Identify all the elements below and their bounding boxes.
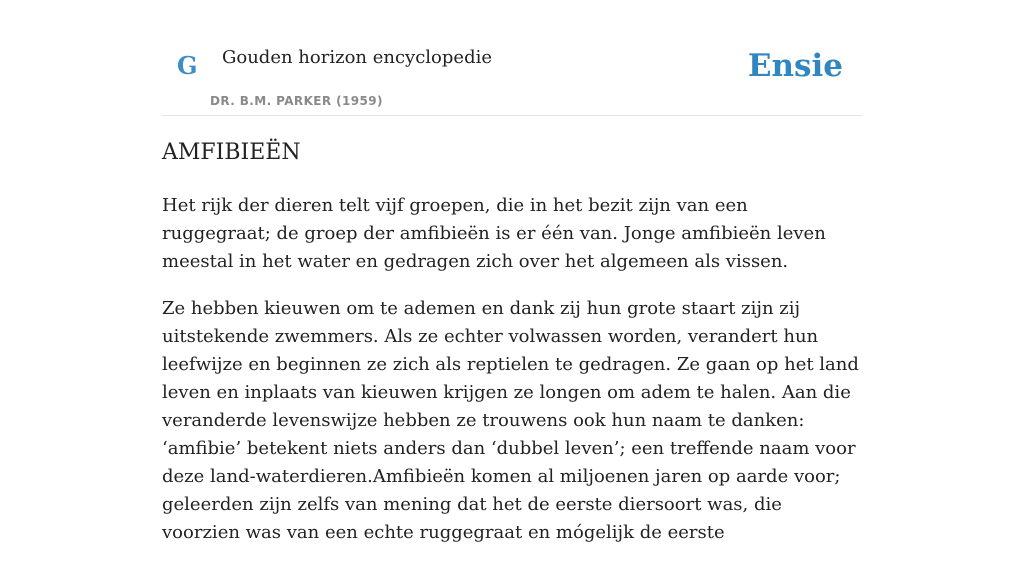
ensie-logo[interactable]: Ensie	[747, 48, 843, 84]
entry-body	[162, 192, 862, 566]
book-author: DR. B.M. PARKER (1959)	[210, 94, 383, 108]
entry-paragraph: Ze hebben kieuwen om te ademen en dank zij hun grote staart zijn zij uitstekende zwemmers. Als ze echter volwassen worden, verandert hun leefwijze en beginnen ze zich als reptielen te gedragen. Ze gaan op het land leven en inplaats van kieuwen krijgen ze longen om adem te halen. Aan die veranderde levenswijze hebben ze trouwens ook hun naam te danken: ‘amfibie’ betekent niets anders dan ‘dubbel leven’; een treffende naam voor deze land-waterdieren.Amfibieën komen al miljoenen jaren op aarde voor; geleerden zijn zelfs van mening dat het de eerste diersoort was, die voorzien was van een echte ruggegraat en mógelijk de eerste	[162, 298, 859, 543]
page	[162, 0, 862, 543]
entry-title: AMFIBIEËN	[162, 140, 301, 165]
book-title-link[interactable]: Gouden horizon encyclopedie	[222, 47, 492, 68]
header	[162, 0, 862, 116]
entry-paragraph: Het rijk der dieren telt vijf groepen, die in het bezit zijn van een ruggegraat; de groep der amfibieën is er één van. Jonge amfibieën leven meestal in het water en gedragen zich over het algemeen als vissen.	[162, 195, 826, 272]
book-logo[interactable]: G	[177, 51, 198, 80]
